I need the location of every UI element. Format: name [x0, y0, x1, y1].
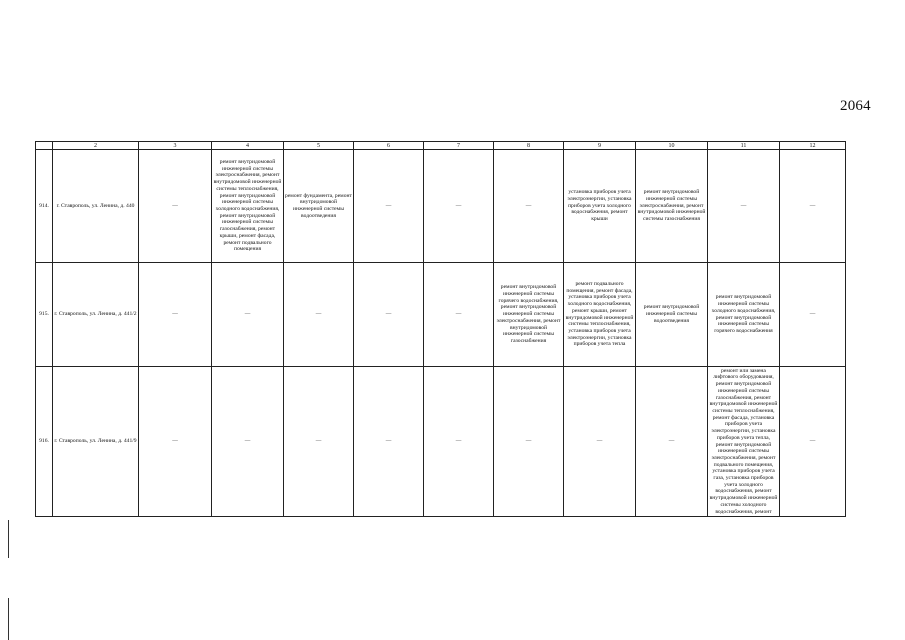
table-cell: —	[354, 263, 424, 367]
table-cell: —	[212, 367, 284, 517]
table-cell: —	[708, 150, 780, 263]
column-number: 3	[139, 142, 212, 150]
table-cell: —	[780, 263, 846, 367]
column-number: 8	[494, 142, 564, 150]
column-number: 9	[564, 142, 636, 150]
table-cell: —	[494, 150, 564, 263]
table-cell: —	[636, 367, 708, 517]
table-cell: —	[284, 263, 354, 367]
table-cell: —	[424, 150, 494, 263]
column-number: 2	[53, 142, 139, 150]
table-cell: —	[139, 263, 212, 367]
row-number: 916.	[36, 367, 53, 517]
table-cell: —	[212, 263, 284, 367]
row-number: 914.	[36, 150, 53, 263]
table-cell: —	[284, 367, 354, 517]
table-cell: —	[494, 367, 564, 517]
row-address: г. Ставрополь, ул. Ленина, д. 441/9	[53, 367, 139, 517]
table-cell: ремонт внутридомовой инженерной системы водоотведения	[636, 263, 708, 367]
table-cell: ремонт внутридомовой инженерной системы электроснабжения, ремонт внутридомовой инженерной системы теплоснабжения, ремонт внутридомовой инженерной системы холодного водоснабжения, ремонт внутридомовой инженерной системы газоснабжения, ремонт крыши, ремонт фасада, ремонт подвального помещения	[212, 150, 284, 263]
table-cell: ремонт внутридомовой инженерной системы электроснабжения, ремонт внутридомовой инженерной системы газоснабжения	[636, 150, 708, 263]
column-number: 10	[636, 142, 708, 150]
table-cell: —	[780, 367, 846, 517]
column-number: 7	[424, 142, 494, 150]
row-number: 915.	[36, 263, 53, 367]
table-row	[36, 150, 846, 263]
table-cell: —	[139, 150, 212, 263]
column-number: 4	[212, 142, 284, 150]
column-number: 6	[354, 142, 424, 150]
scan-edge-mark	[8, 598, 9, 640]
table-cell: ремонт внутридомовой инженерной системы холодного водоснабжения, ремонт внутридомовой инженерной системы горячего водоснабжения	[708, 263, 780, 367]
column-number: 5	[284, 142, 354, 150]
table-row	[36, 263, 846, 367]
page-number: 2064	[840, 98, 871, 114]
column-number: 11	[708, 142, 780, 150]
table-cell: ремонт внутридомовой инженерной системы горячего водоснабжения, ремонт внутридомовой инженерной системы электроснабжения, ремонт внутридомовой инженерной системы газоснабжения	[494, 263, 564, 367]
table-cell: —	[424, 263, 494, 367]
table-cell: ремонт или замена лифтового оборудования, ремонт внутридомовой инженерной системы газоснабжения, ремонт внутридомовой инженерной системы теплоснабжения, ремонт фасада, установка приборов учета электроэнергии, установка приборов учета тепла, ремонт внутридомовой инженерной системы электроснабжения, ремонт подвального помещения, установка приборов учета газа, установка приборов учета холодного водоснабжения, ремонт внутридомовой инженерной системы холодного водоснабжения, ремонт	[708, 367, 780, 517]
table-cell: —	[139, 367, 212, 517]
table-row	[36, 367, 846, 517]
table-cell: установка приборов учета электроэнергии, установка приборов учета холодного водоснабжения, ремонт крыши	[564, 150, 636, 263]
table-cell: —	[780, 150, 846, 263]
table-cell: ремонт подвального помещения, ремонт фасада, установка приборов учета холодного водоснабжения, ремонт крыши, ремонт внутридомовой инженерной системы теплоснабжения, установка приборов учета электроэнергии, установка приборов учета тепла	[564, 263, 636, 367]
row-address: г. Ставрополь, ул. Ленина, д. 440	[53, 150, 139, 263]
column-number: 12	[780, 142, 846, 150]
table-cell: —	[354, 367, 424, 517]
column-number	[36, 142, 53, 150]
table-cell: —	[354, 150, 424, 263]
table-cell: ремонт фундамента, ремонт внутридомовой инженерной системы водоотведения	[284, 150, 354, 263]
works-register-table	[35, 141, 846, 517]
row-address: г. Ставрополь, ул. Ленина, д. 441/2	[53, 263, 139, 367]
scan-edge-mark	[8, 520, 9, 558]
column-number-row	[36, 142, 846, 150]
table-cell: —	[564, 367, 636, 517]
table-cell: —	[424, 367, 494, 517]
